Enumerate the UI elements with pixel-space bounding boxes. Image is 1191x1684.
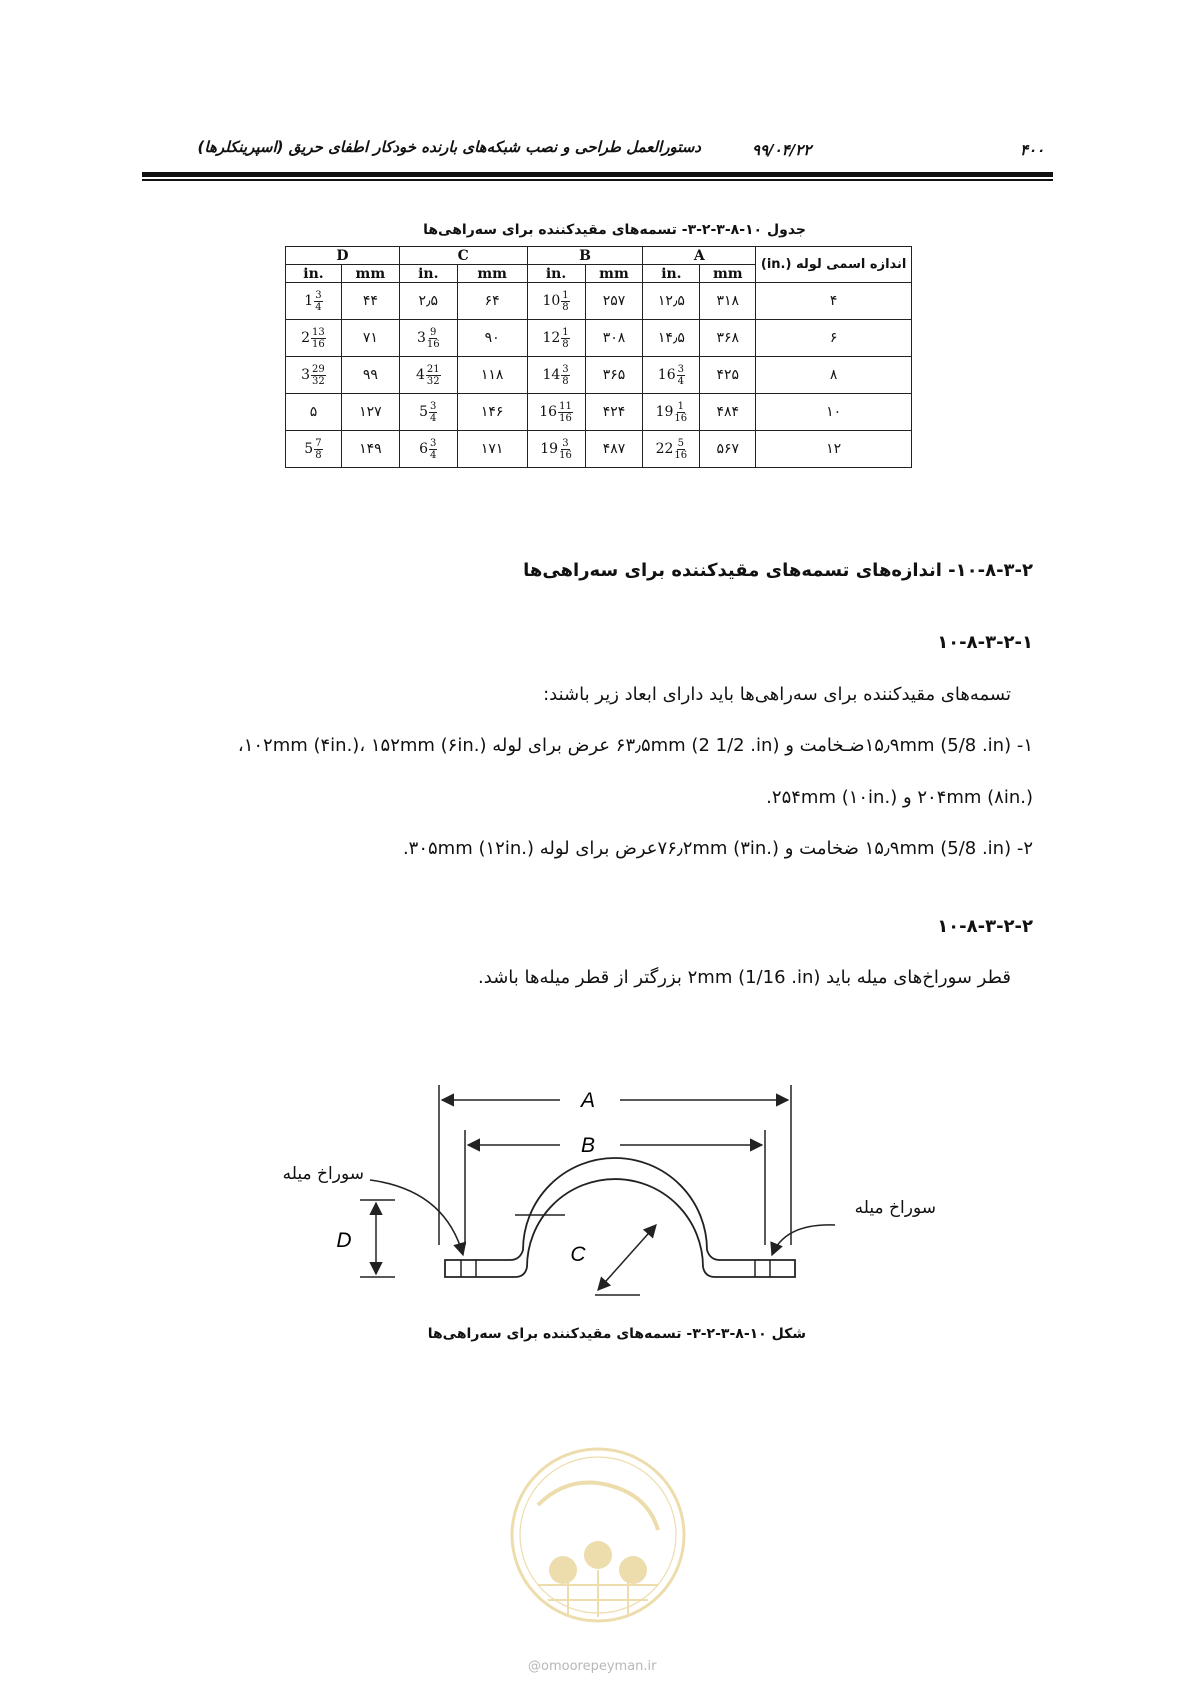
table-row [286,320,912,357]
fraction-denominator: 16 [674,412,688,424]
fraction-numerator: 13 [312,326,325,338]
item-1-line-2: ۲۰۴mm (۸in.) و ۲۵۴mm (۱۰in.). [766,787,1033,808]
fraction-numerator: 3 [430,437,437,449]
fraction-denominator: 16 [559,412,572,424]
fraction-numerator: 11 [559,400,572,412]
fraction [542,364,569,387]
fraction-numerator: 1 [677,400,684,412]
cell-a-mm: ۴۲۵ [700,357,756,394]
fraction [540,438,572,461]
cell-b-in [527,320,585,357]
fraction-denominator: 8 [562,301,569,313]
fraction-numerator: 1 [562,289,569,301]
unit-mm: mm [585,265,643,283]
cell-c-in [399,320,457,357]
cell-a-mm: ۵۶۷ [700,431,756,468]
at-icon: @ [528,1659,541,1674]
cell-pipe-size: ۶ [756,320,912,357]
fraction-denominator: 32 [312,375,325,387]
hole-diameter-paragraph: قطر سوراخ‌های میله باید ۲mm (1/16 .in) بزرگتر از قطر میله‌ها باشد. [478,967,1011,988]
restraint-strap-table [285,246,912,468]
cell-a-mm: ۴۸۴ [700,394,756,431]
group-header-A: A [643,247,756,265]
cell-d-in: ۵ [286,394,342,431]
fraction-whole: 19 [540,441,559,457]
item-2: ۲- ۱۵٫۹mm (5/8 .in) ضخامت و ۷۶٫۲mm (۳in.)عرض برای لوله ۳۰۵mm (۱۲in.). [402,838,1033,859]
watermark-logo [508,1445,688,1625]
fraction [539,401,573,424]
fraction-whole: 16 [657,367,676,383]
cell-pipe-size: ۴ [756,283,912,320]
cell-d-mm: ۷۱ [341,320,399,357]
cell-b-in [527,431,585,468]
cell-d-mm: ۱۲۷ [341,394,399,431]
cell-a-mm: ۳۶۸ [700,320,756,357]
unit-mm: mm [457,265,527,283]
fraction-whole: 5 [419,404,429,420]
dimension-a-label: A [580,1089,596,1112]
fraction [658,364,685,387]
cell-d-in [286,320,342,357]
pipe-size-header: اندازه اسمی لوله (.in) [756,247,912,283]
fraction [542,327,569,350]
cell-d-mm: ۱۴۹ [341,431,399,468]
fraction-numerator: 7 [315,437,322,449]
cell-b-mm: ۲۵۷ [585,283,643,320]
cell-c-in: ۲٫۵ [399,283,457,320]
fraction-whole: 3 [416,330,426,346]
cell-d-in [286,283,342,320]
cell-d-in [286,431,342,468]
fraction-numerator: 3 [562,437,569,449]
header-rule [142,172,1053,177]
cell-a-in [643,357,700,394]
fraction-denominator: 8 [562,375,569,387]
fraction-numerator: 29 [312,363,325,375]
cell-c-mm: ۶۴ [457,283,527,320]
subsection-1-number: ۱۰-۸-۳-۲-۱ [937,632,1033,653]
fraction [417,327,440,350]
fraction-whole: 22 [655,441,674,457]
fraction-numerator: 9 [430,326,437,338]
section-heading: ۱۰-۸-۳-۲- اندازه‌های تسمه‌های مقیدکننده برای سه‌راهی‌ها [523,560,1033,581]
cell-b-mm: ۴۸۷ [585,431,643,468]
cell-a-mm: ۳۱۸ [700,283,756,320]
fraction-numerator: 5 [677,437,684,449]
fraction-numerator: 3 [315,289,322,301]
cell-b-mm: ۳۶۵ [585,357,643,394]
fraction [656,438,688,461]
cell-a-in [643,431,700,468]
header-rule-thin [142,179,1053,181]
cell-c-mm: ۹۰ [457,320,527,357]
fraction [304,438,322,461]
group-header-B: B [527,247,643,265]
group-header-D: D [286,247,400,265]
cell-b-in [527,394,585,431]
fraction-numerator: 21 [426,363,440,375]
fraction-denominator: 4 [677,375,684,387]
cell-pipe-size: ۸ [756,357,912,394]
fraction-denominator: 8 [562,338,569,350]
fraction-denominator: 4 [315,301,322,313]
watermark-url [528,1659,656,1674]
header-date: ۹۹/۰۴/۲۲ [752,141,812,159]
subsection-2-number: ۱۰-۸-۳-۲-۲ [937,916,1033,937]
unit-in: in. [643,265,700,283]
fraction-numerator: 3 [677,363,684,375]
fraction-whole: 4 [415,367,425,383]
fraction-whole: 12 [542,330,561,346]
figure-caption: شکل ۱۰-۸-۳-۲-۳- تسمه‌های مقیدکننده برای سه‌راهی‌ها [427,1326,806,1342]
cell-d-in [286,357,342,394]
fraction [656,401,688,424]
fraction-whole: 14 [542,367,561,383]
cell-a-in: ۱۲٫۵ [643,283,700,320]
document-title: دستورالعمل طراحی و نصب شبکه‌های بارنده خودکار اطفای حریق (اسپرینکلرها) [197,138,701,156]
cell-c-in [399,357,457,394]
table-row [286,394,912,431]
fraction-whole: 5 [304,441,314,457]
fraction-whole: 1 [304,293,314,309]
cell-b-in [527,357,585,394]
fraction-numerator: 3 [562,363,569,375]
fraction-denominator: 4 [430,449,437,461]
fraction-denominator: 8 [315,449,322,461]
table-row [286,357,912,394]
table-row [286,431,912,468]
fraction-whole: 10 [542,293,561,309]
cell-d-mm: ۹۹ [341,357,399,394]
fraction-denominator: 16 [426,338,440,350]
item-1-line-1: ۱- ۱۵٫۹mm (5/8 .in)ضـخامت و ۶۳٫۵mm (2 1/2 .in) عرض برای لوله ۱۰۲mm (۴in.)، ۱۵۲mm (۶in.)، [237,735,1033,756]
watermark-url-text: omoorepeyman.ir [541,1659,657,1674]
fraction [542,290,569,313]
fraction-whole: 2 [301,330,311,346]
fraction-numerator: 3 [430,400,437,412]
unit-in: in. [286,265,342,283]
cell-c-mm: ۱۱۸ [457,357,527,394]
fraction-whole: 6 [419,441,429,457]
table-row [286,283,912,320]
cell-d-mm: ۴۴ [341,283,399,320]
fraction [301,327,326,350]
rod-hole-label-left: سوراخ میله [282,1164,364,1184]
unit-in: in. [527,265,585,283]
cell-pipe-size: ۱۲ [756,431,912,468]
fraction-denominator: 16 [674,449,688,461]
cell-c-mm: ۱۴۶ [457,394,527,431]
cell-a-in [643,394,700,431]
cell-c-in [399,431,457,468]
fraction-denominator: 4 [430,412,437,424]
cell-c-in [399,394,457,431]
fraction-whole: 16 [539,404,558,420]
fraction [304,290,322,313]
rod-hole-label-right: سوراخ میله [854,1198,936,1218]
fraction-denominator: 16 [312,338,325,350]
fraction-whole: 19 [655,404,674,420]
unit-mm: mm [341,265,399,283]
intro-paragraph: تسمه‌های مقیدکننده برای سه‌راهی‌ها باید دارای ابعاد زیر باشند: [543,684,1011,705]
cell-a-in: ۱۴٫۵ [643,320,700,357]
dimension-d-label: D [336,1229,352,1252]
fraction [301,364,326,387]
page-number: ۴۰۰ [1020,141,1045,159]
dimension-c-label: C [570,1243,586,1266]
cell-b-mm: ۳۰۸ [585,320,643,357]
cell-b-in [527,283,585,320]
fraction-numerator: 1 [562,326,569,338]
cell-c-mm: ۱۷۱ [457,431,527,468]
fraction [416,364,441,387]
fraction [419,438,437,461]
table-caption: جدول ۱۰-۸-۳-۲-۳- تسمه‌های مقیدکننده برای سه‌راهی‌ها [423,222,806,238]
group-header-C: C [399,247,527,265]
cell-b-mm: ۴۲۴ [585,394,643,431]
dimension-b-label: B [580,1134,596,1157]
fraction-denominator: 32 [426,375,440,387]
fraction-denominator: 16 [559,449,572,461]
fraction-whole: 3 [301,367,311,383]
fraction [419,401,437,424]
unit-mm: mm [700,265,756,283]
unit-in: in. [399,265,457,283]
cell-pipe-size: ۱۰ [756,394,912,431]
